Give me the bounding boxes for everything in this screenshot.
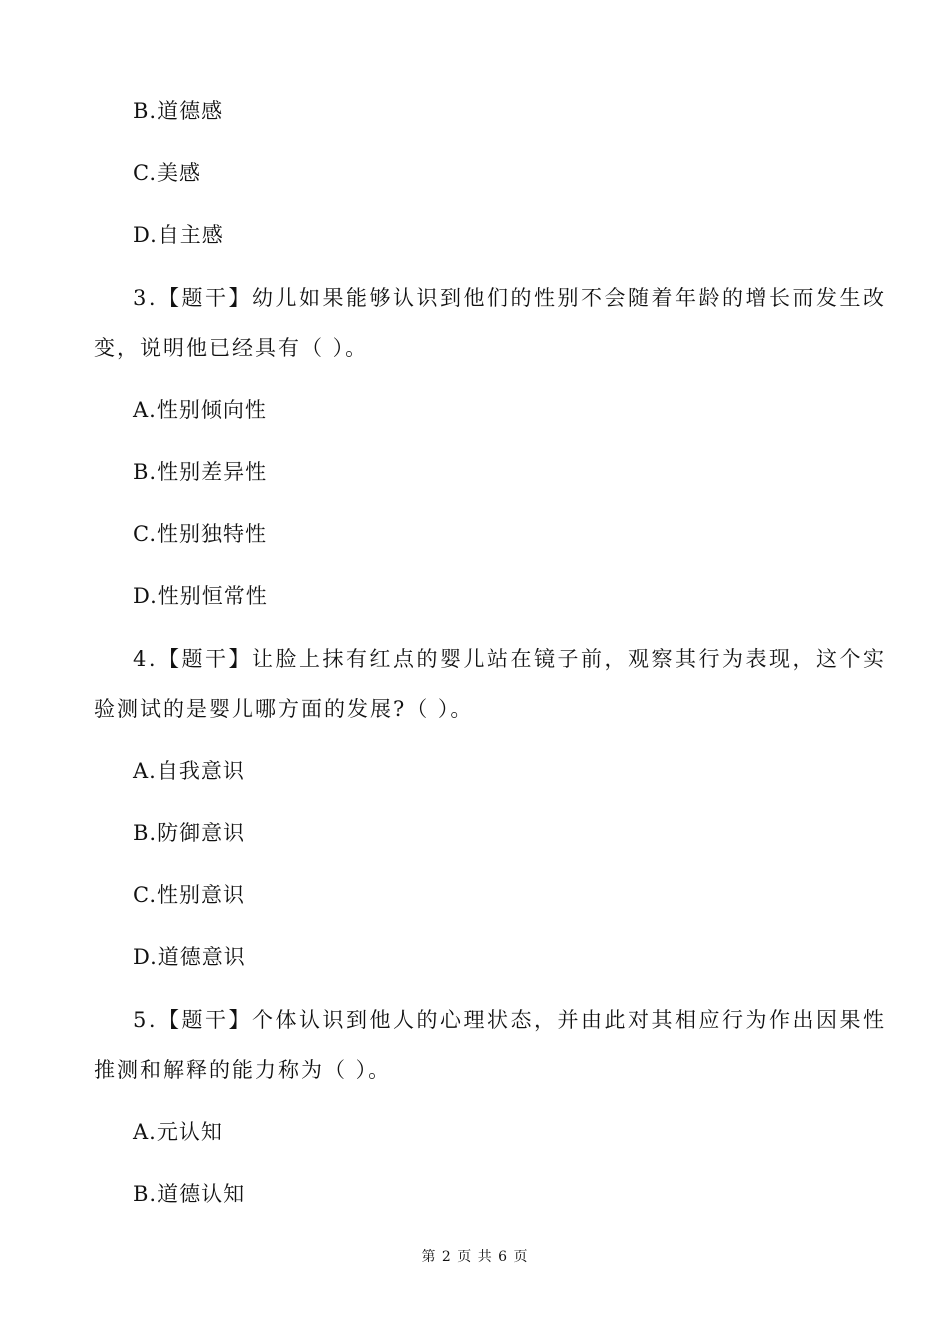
option-b-q2: B.道德感 — [133, 99, 224, 123]
question-5-stem-line1: 5.【题干】个体认识到他人的心理状态，并由此对其相应行为作出因果性 — [133, 1008, 887, 1032]
option-a-q5: A.元认知 — [133, 1120, 223, 1144]
question-3-stem-line2: 变，说明他已经具有（ ）。 — [94, 336, 369, 360]
option-b-q4: B.防御意识 — [133, 821, 246, 845]
question-4-stem-line2: 验测试的是婴儿哪方面的发展?（ ）。 — [94, 697, 474, 721]
page-number-footer: 第 2 页 共 6 页 — [421, 1249, 529, 1265]
question-5-stem-line2: 推测和解释的能力称为（ ）。 — [94, 1058, 392, 1082]
option-b-q5: B.道德认知 — [133, 1182, 246, 1206]
option-d-q4: D.道德意识 — [133, 945, 246, 969]
question-3-stem-line1: 3.【题干】幼儿如果能够认识到他们的性别不会随着年龄的增长而发生改 — [133, 286, 887, 310]
option-c-q3: C.性别独特性 — [133, 522, 267, 546]
option-d-q2: D.自主感 — [133, 223, 224, 247]
option-c-q2: C.美感 — [133, 161, 201, 185]
option-d-q3: D.性别恒常性 — [133, 584, 268, 608]
option-b-q3: B.性别差异性 — [133, 460, 268, 484]
option-a-q3: A.性别倾向性 — [133, 398, 267, 422]
option-a-q4: A.自我意识 — [133, 759, 245, 783]
question-4-stem-line1: 4.【题干】让脸上抹有红点的婴儿站在镜子前，观察其行为表现，这个实 — [133, 647, 887, 671]
option-c-q4: C.性别意识 — [133, 883, 245, 907]
